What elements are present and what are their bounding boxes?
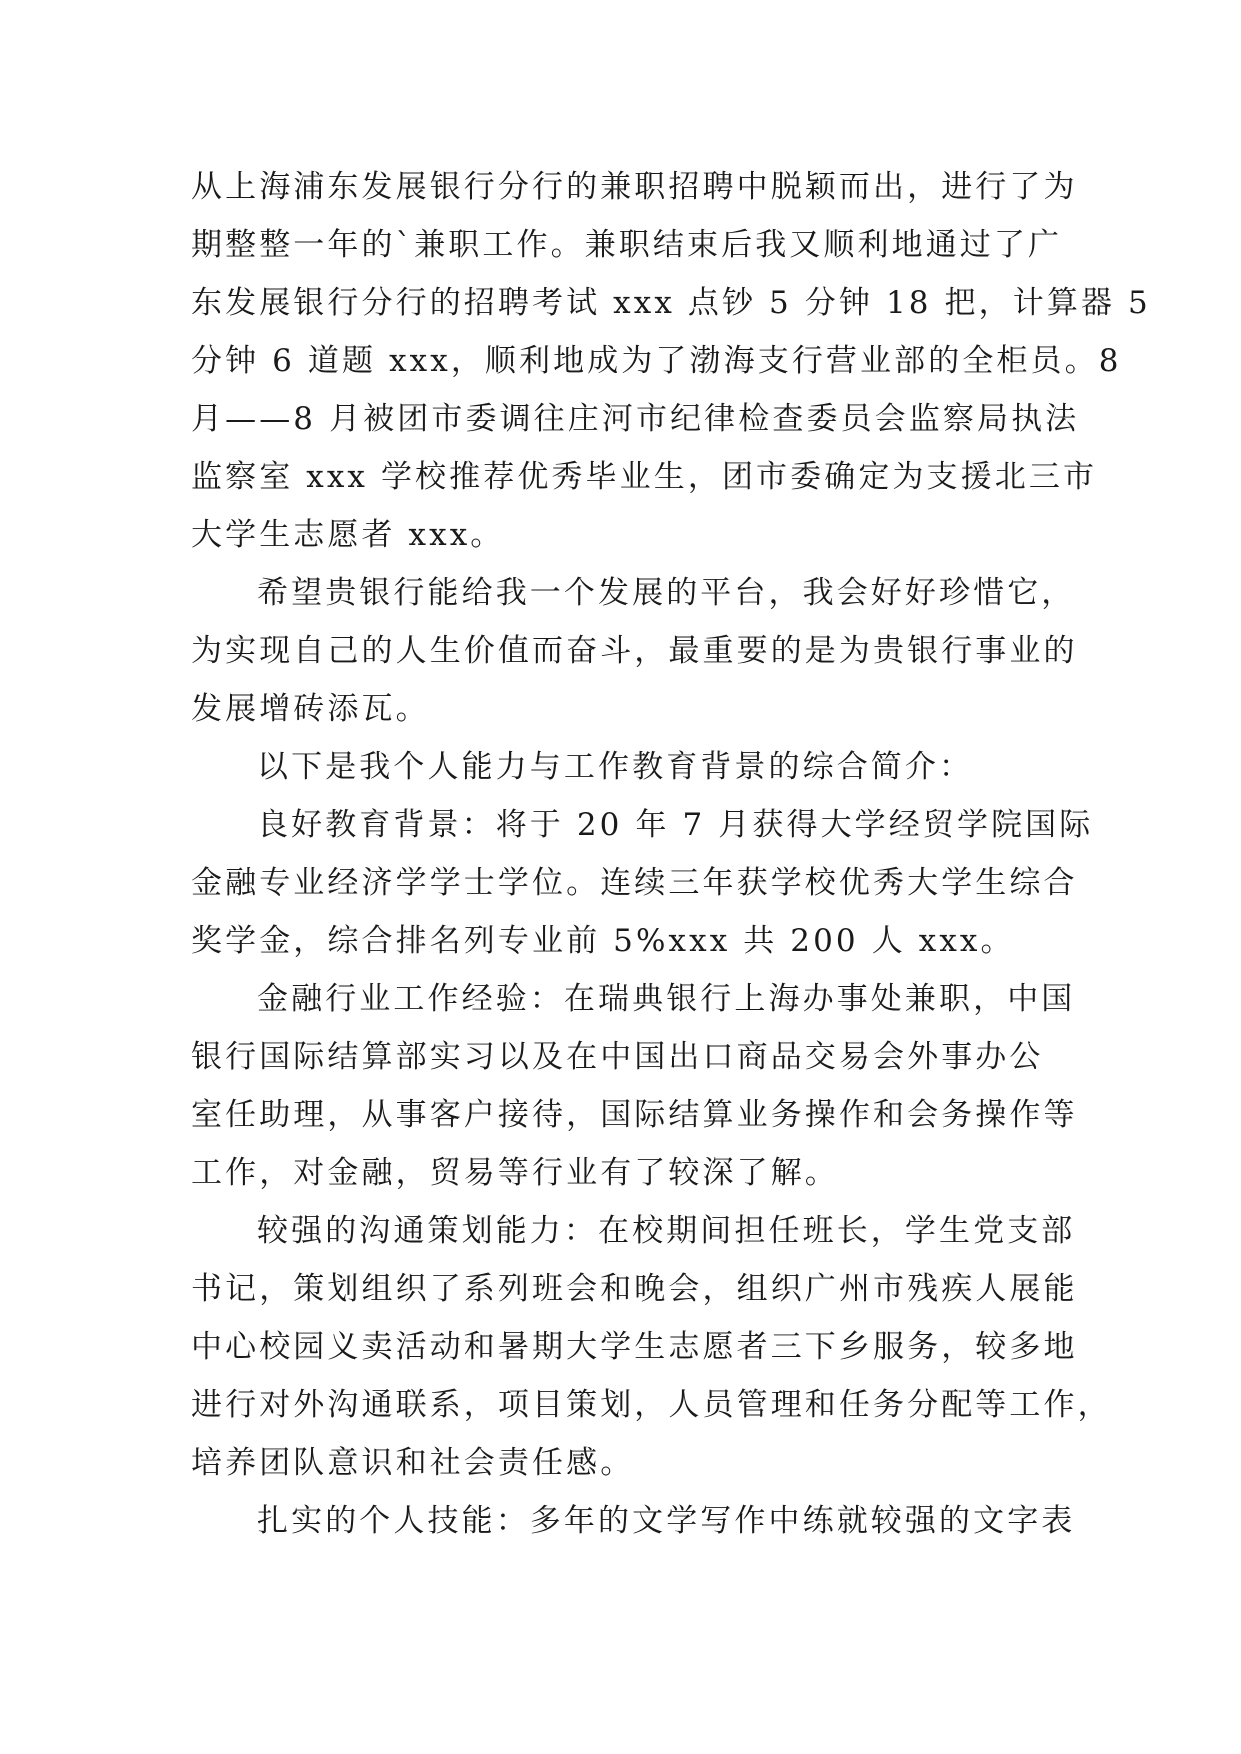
text-line: 期整整一年的`兼职工作。兼职结束后我又顺利地通过了广 (191, 227, 1063, 263)
text-line: 良好教育背景：将于 20 年 7 月获得大学经贸学院国际 (257, 807, 1094, 843)
text-line: 发展增砖添瓦。 (191, 691, 430, 727)
text-line: 大学生志愿者 xxx。 (191, 517, 505, 553)
text-line: 中心校园义卖活动和暑期大学生志愿者三下乡服务，较多地 (191, 1329, 1078, 1365)
text-line: 金融行业工作经验：在瑞典银行上海办事处兼职，中国 (257, 981, 1076, 1017)
text-line: 分钟 6 道题 xxx，顺利地成为了渤海支行营业部的全柜员。8 (191, 343, 1122, 379)
text-line: 奖学金，综合排名列专业前 5%xxx 共 200 人 xxx。 (191, 923, 1015, 959)
text-line: 以下是我个人能力与工作教育背景的综合简介： (257, 749, 974, 785)
text-line: 月——8 月被团市委调往庄河市纪律检查委员会监察局执法 (191, 401, 1080, 437)
text-line: 工作，对金融，贸易等行业有了较深了解。 (191, 1155, 839, 1191)
text-line: 金融专业经济学学士学位。连续三年获学校优秀大学生综合 (191, 865, 1078, 901)
text-line: 进行对外沟通联系，项目策划，人员管理和任务分配等工作， (191, 1387, 1112, 1423)
text-line: 从上海浦东发展银行分行的兼职招聘中脱颖而出，进行了为 (191, 169, 1078, 205)
text-line: 书记，策划组织了系列班会和晚会，组织广州市残疾人展能 (191, 1271, 1078, 1307)
text-line: 东发展银行分行的招聘考试 xxx 点钞 5 分钟 18 把，计算器 5 (191, 285, 1151, 321)
text-line: 为实现自己的人生价值而奋斗，最重要的是为贵银行事业的 (191, 633, 1078, 669)
text-line: 室任助理，从事客户接待，国际结算业务操作和会务操作等 (191, 1097, 1078, 1133)
text-line: 希望贵银行能给我一个发展的平台，我会好好珍惜它， (257, 575, 1076, 611)
text-line: 扎实的个人技能：多年的文学写作中练就较强的文字表 (257, 1503, 1076, 1539)
text-line: 培养团队意识和社会责任感。 (191, 1445, 635, 1481)
text-line: 银行国际结算部实习以及在中国出口商品交易会外事办公 (191, 1039, 1044, 1075)
text-line: 较强的沟通策划能力：在校期间担任班长，学生党支部 (257, 1213, 1076, 1249)
text-line: 监察室 xxx 学校推荐优秀毕业生，团市委确定为支援北三市 (191, 459, 1098, 495)
